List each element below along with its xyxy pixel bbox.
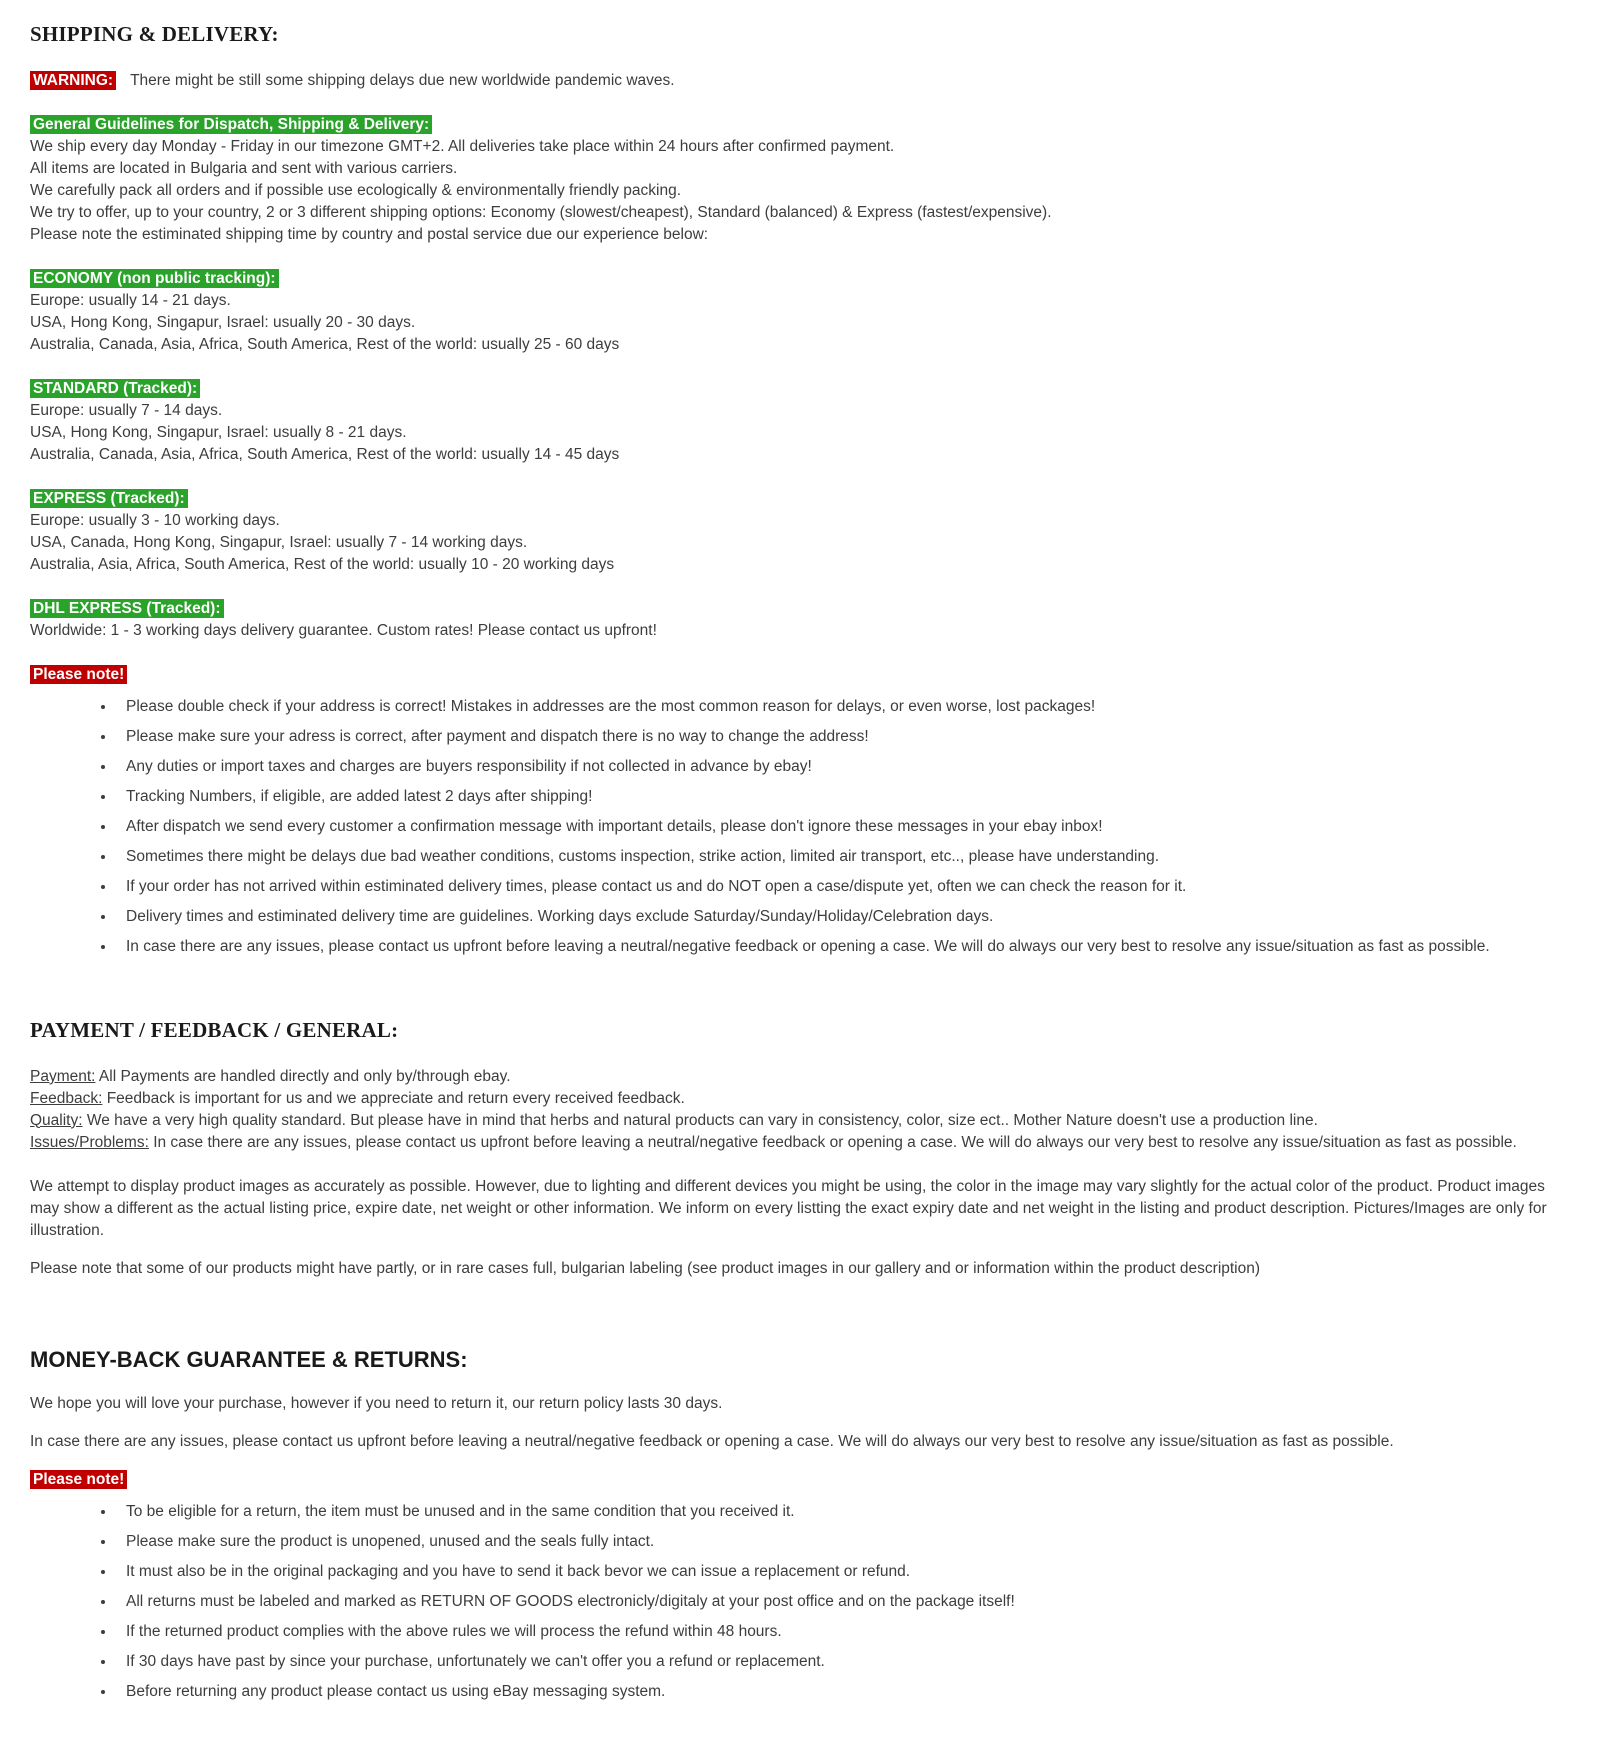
quality-item-text: We have a very high quality standard. But please have in mind that herbs and natural products can vary in consistency, color, size ect.. Mother Nature doesn't use a production line. [82,1111,1318,1129]
general-guidelines-label: General Guidelines for Dispatch, Shipping & Delivery: [30,115,432,134]
express-line: Europe: usually 3 - 10 working days. [30,511,280,529]
guideline-line: Please note the estiminated shipping time by country and postal service due our experience below: [30,225,709,243]
list-item: • If 30 days have past by since your purchase, unfortunately we can't offer you a refund or replacement. [116,1651,1570,1673]
general-guidelines-block [30,114,1570,246]
returns-bullet-list [30,1501,1570,1703]
labeling-note-paragraph: Please note that some of our products might have partly, or in rare cases full, bulgarian labeling (see product images in our gallery and or information within the product description) [30,1259,1261,1277]
image-disclaimer-paragraph: We attempt to display product images as accurately as possible. However, due to lighting and different devices you might be using, the color in the image may vary slightly for the actual color of the product. Product images may show a different as the actual listing price, expire date, net weight or other information. We inform on every listting the exact expiry date and net weight in the listing and product description. Pictures/Images are only for illustration. [30,1177,1547,1239]
please-note-badge: Please note! [30,1470,127,1489]
list-item: • Sometimes there might be delays due bad weather conditions, customs inspection, strike action, limited air transport, etc.., please have understanding. [116,846,1570,868]
feedback-item-label: Feedback: [30,1089,103,1107]
guideline-line: We ship every day Monday - Friday in our timezone GMT+2. All deliveries take place within 24 hours after confirmed payment. [30,137,895,155]
economy-block [30,268,1570,356]
list-item: • Delivery times and estiminated delivery time are guidelines. Working days exclude Saturday/Sunday/Holiday/Celebration days. [116,906,1570,928]
list-item: • Please make sure the product is unopened, unused and the seals fully intact. [116,1531,1570,1553]
list-item: • Any duties or import taxes and charges are buyers responsibility if not collected in advance by ebay! [116,756,1570,778]
economy-label: ECONOMY (non public tracking): [30,269,279,288]
returns-heading: MONEY-BACK GUARANTEE & RETURNS: [30,1346,468,1372]
returns-intro: We hope you will love your purchase, however if you need to return it, our return policy lasts 30 days. [30,1394,723,1412]
warning-row [30,70,1570,92]
express-block [30,488,1570,576]
standard-label: STANDARD (Tracked): [30,379,200,398]
list-item: • In case there are any issues, please contact us upfront before leaving a neutral/negative feedback or opening a case. We will do always our very best to resolve any issue/situation as fast as possible. [116,936,1570,958]
quality-item [30,1110,1570,1132]
warning-badge: WARNING: [30,71,116,90]
payment-item-label: Payment: [30,1067,96,1085]
section-spacer [30,1296,1570,1318]
returns-issues-note: In case there are any issues, please contact us upfront before leaving a neutral/negative feedback or opening a case. We will do always our very best to resolve any issue/situation as fast as possible. [30,1432,1394,1450]
standard-line: USA, Hong Kong, Singapur, Israel: usually 8 - 21 days. [30,423,407,441]
list-item: • It must also be in the original packaging and you have to send it back bevor we can issue a replacement or refund. [116,1561,1570,1583]
express-line: USA, Canada, Hong Kong, Singapur, Israel: usually 7 - 14 working days. [30,533,528,551]
payment-item [30,1066,1570,1088]
standard-line: Europe: usually 7 - 14 days. [30,401,223,419]
express-line: Australia, Asia, Africa, South America, Rest of the world: usually 10 - 20 working days [30,555,615,573]
economy-line: Australia, Canada, Asia, Africa, South America, Rest of the world: usually 25 - 60 days [30,335,620,353]
dhl-express-block [30,598,1570,642]
shipping-heading: SHIPPING & DELIVERY: [30,22,279,46]
standard-block [30,378,1570,466]
guideline-line: All items are located in Bulgaria and sent with various carriers. [30,159,458,177]
express-label: EXPRESS (Tracked): [30,489,188,508]
issues-item-label: Issues/Problems: [30,1133,149,1151]
payment-heading: PAYMENT / FEEDBACK / GENERAL: [30,1017,399,1042]
shipping-please-note-row [30,664,1570,686]
feedback-item [30,1088,1570,1110]
list-item: • Tracking Numbers, if eligible, are added latest 2 days after shipping! [116,786,1570,808]
payment-items [30,1066,1570,1154]
dhl-express-label: DHL EXPRESS (Tracked): [30,599,224,618]
payment-item-text: All Payments are handled directly and only by/through ebay. [95,1067,511,1085]
shipping-bullet-list [30,696,1570,958]
please-note-badge: Please note! [30,665,127,684]
list-item: • Before returning any product please contact us using eBay messaging system. [116,1681,1570,1703]
list-item: • To be eligible for a return, the item must be unused and in the same condition that you received it. [116,1501,1570,1523]
list-item: • If the returned product complies with the above rules we will process the refund within 48 hours. [116,1621,1570,1643]
list-item: • After dispatch we send every customer a confirmation message with important details, please don't ignore these messages in your ebay inbox! [116,816,1570,838]
economy-line: Europe: usually 14 - 21 days. [30,291,231,309]
dhl-express-line: Worldwide: 1 - 3 working days delivery guarantee. Custom rates! Please contact us upfront! [30,621,657,639]
issues-item-text: In case there are any issues, please contact us upfront before leaving a neutral/negative feedback or opening a case. We will do always our very best to resolve any issue/situation as fast as possible. [148,1133,1517,1151]
guideline-line: We try to offer, up to your country, 2 or 3 different shipping options: Economy (slowest/cheapest), Standard (balanced) & Express (fastest/expensive). [30,203,1052,221]
standard-line: Australia, Canada, Asia, Africa, South America, Rest of the world: usually 14 - 45 days [30,445,620,463]
list-item: • If your order has not arrived within estiminated delivery times, please contact us and do NOT open a case/dispute yet, often we can check the reason for it. [116,876,1570,898]
list-item: • Please make sure your adress is correct, after payment and dispatch there is no way to change the address! [116,726,1570,748]
list-item: • All returns must be labeled and marked as RETURN OF GOODS electronicly/digitaly at your post office and on the package itself! [116,1591,1570,1613]
feedback-item-text: Feedback is important for us and we appreciate and return every received feedback. [102,1089,685,1107]
quality-item-label: Quality: [30,1111,83,1129]
issues-item [30,1132,1570,1154]
section-spacer [30,966,1570,1010]
guideline-line: We carefully pack all orders and if possible use ecologically & environmentally friendly packing. [30,181,682,199]
returns-please-note-row [30,1469,1570,1491]
list-item: • Please double check if your address is correct! Mistakes in addresses are the most common reason for delays, or even worse, lost packages! [116,696,1570,718]
economy-line: USA, Hong Kong, Singapur, Israel: usually 20 - 30 days. [30,313,416,331]
warning-text: There might be still some shipping delays due new worldwide pandemic waves. [130,71,675,89]
